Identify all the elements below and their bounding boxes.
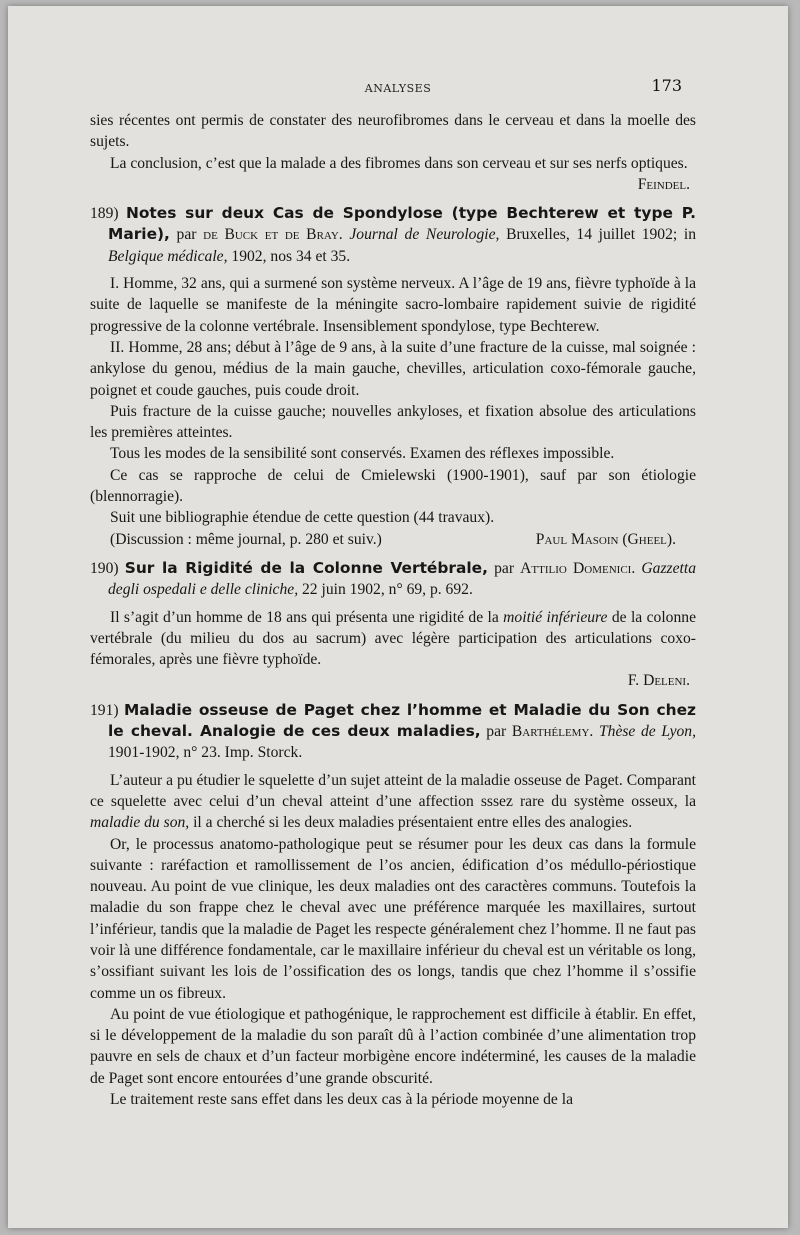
par-text: par (169, 226, 204, 244)
paragraph: Puis fracture de la cuisse gauche; nouvelles ankyloses, et fixation absolue des articulations les premières atteintes. (90, 402, 696, 442)
signature: Paul Masoin (Gheel). (535, 530, 676, 548)
entry-title: Notes sur deux Cas de Spondylose (type Bechterew et type P. Marie), (108, 204, 697, 244)
journal-name: Journal de Neurologie, (349, 226, 500, 244)
entry-number: 189) (90, 205, 119, 223)
paragraph: La conclusion, c’est que la malade a des fibromes dans son cerveau et sur ses nerfs optiques. (110, 154, 688, 172)
paragraph: Tous les modes de la sensibilité sont conservés. Examen des réflexes impossible. (110, 445, 615, 463)
paragraph: sies récentes ont permis de constater des neurofibromes dans le cerveau et dans la moelle des sujets. (90, 112, 696, 151)
entry-191-heading (90, 700, 696, 764)
page-body (90, 110, 696, 1110)
citation-text: 1901-1902, n° 23. Imp. Storck. (108, 744, 303, 762)
signature: F. Deleni. (627, 672, 690, 690)
signature: Feindel. (637, 175, 690, 193)
discussion-text: (Discussion : même journal, p. 280 et suiv.) (110, 530, 382, 548)
paragraph: Or, le processus anatomo-pathologique peut se résumer pour les deux cas dans la formule suivante : raréfaction et ramollissement de l’os ancien, édification d’os médullo-périostique nouveau. Au point de vue clinique, les deux maladies ont des caractères communs. Toutefois la maladie du son frappe chez le cheval avec une préférence marquée les maxillaires, surtout l’inférieur, tandis que la maladie de Paget les respecte généralement chez l’homme. Il ne faut pas voir là une différence fondamentale, car le maxillaire inférieur du cheval est un véritable os long, s’ossifiant suivant les lois de l’ossification des os longs, tandis que chez l’homme il s’ossifie comme un os fibreux. (90, 835, 696, 1002)
entry-190-heading (90, 558, 696, 601)
citation-text: 1902, nos 34 et 35. (227, 247, 351, 265)
journal-name: Gazzetta degli ospedali e delle cliniche, (108, 559, 696, 599)
paragraph: II. Homme, 28 ans; début à l’âge de 9 ans, à la suite d’une fracture de la cuisse, mal soignée : ankylose du genou, médius de la main gauche, chevilles, articulation coxo-fémorale gauche, poignet et coude gauches, puis coude droit. (90, 338, 696, 399)
paragraph: Au point de vue étiologique et pathogénique, le rapprochement est difficile à établir. En effet, si le développement de la maladie du son paraît dû à l’action combinée d’une alimentation trop pauvre en sels de chaux et d’un facteur morbigène encore indéterminé, les causes de la maladie de Paget sont encore entourées d’une grande obscurité. (90, 1005, 696, 1087)
entry-189-heading (90, 203, 696, 267)
text-run: de la colonne vertébrale (du milieu du dos au sacrum) avec légère participation des articulations coxo-fémorales, après une fièvre typhoïde. (90, 608, 696, 669)
paragraph: Le traitement reste sans effet dans les deux cas à la période moyenne de la (110, 1091, 574, 1109)
citation-text: 22 juin 1902, n° 69, p. 692. (298, 581, 473, 599)
paragraph: Ce cas se rapproche de celui de Cmielewski (1900-1901), sauf par son étiologie (blennorragie). (90, 466, 696, 506)
par-text: par (480, 723, 512, 741)
text-run: L’auteur a pu étudier le squelette d’un sujet atteint de la maladie osseuse de Paget. Comparant ce squelette avec celui d’un cheval atteint d’une affection sssez rare du système osseux, la (90, 771, 696, 810)
discussion-line (90, 529, 696, 550)
paragraph: I. Homme, 32 ans, qui a surmené son système nerveux. A l’âge de 19 ans, fièvre typhoïde à la suite de laquelle se manifeste de la méningite sacro-lombaire rapidement suivie de rigidité progressive de la colonne vertébrale. Insensiblement spondylose, type Bechterew. (90, 275, 696, 335)
journal-name: Thèse de Lyon, (598, 723, 696, 741)
book-page (8, 6, 788, 1228)
paragraph (90, 770, 696, 834)
entry-title: Maladie osseuse de Paget chez l’homme et Maladie du Son chez le cheval. Analogie de ces deux maladies, (108, 700, 696, 741)
par-text: par (487, 559, 521, 577)
text-run: Il s’agit d’un homme de 18 ans qui présenta une rigidité de la (110, 608, 504, 626)
page-header (8, 76, 788, 98)
entry-number: 190) (90, 559, 119, 577)
running-head: ANALYSES (364, 82, 432, 95)
paragraph (90, 607, 696, 671)
journal-name: Belgique médicale, (108, 247, 228, 265)
entry-author: Barthélemy. (511, 723, 594, 741)
entry-author: de Buck et de Bray. (203, 226, 343, 244)
text-run: il a cherché si les deux maladies présentaient entre elles des analogies. (189, 814, 633, 832)
entry-number: 191) (90, 701, 119, 719)
emphasis: moitié inférieure (503, 608, 608, 626)
entry-title: Sur la Rigidité de la Colonne Vertébrale, (124, 558, 488, 577)
page-number: 173 (651, 76, 682, 95)
citation-text: Bruxelles, 14 juillet 1902; in (499, 226, 697, 244)
entry-author: Attilio Domenici. (520, 559, 636, 577)
emphasis: maladie du son, (90, 814, 190, 832)
paragraph: Suit une bibliographie étendue de cette question (44 travaux). (110, 509, 495, 527)
